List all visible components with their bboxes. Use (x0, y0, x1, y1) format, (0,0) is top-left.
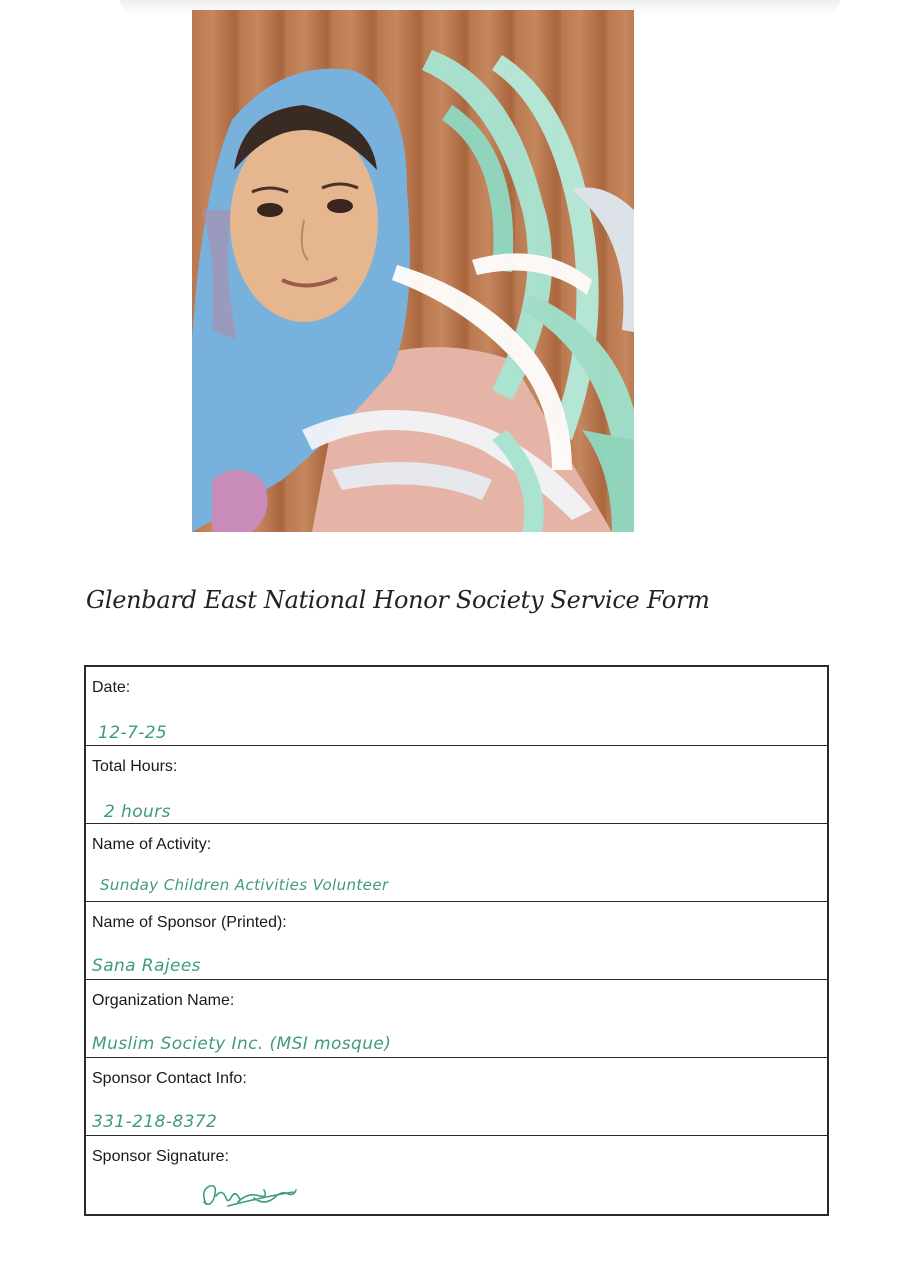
photo-illustration (192, 10, 634, 532)
date-label: Date: (92, 679, 131, 696)
signature-label: Sponsor Signature: (92, 1148, 229, 1165)
organization-label: Organization Name: (92, 992, 235, 1009)
sponsor-name-label: Name of Sponsor (Printed): (92, 914, 287, 931)
contact-label: Sponsor Contact Info: (92, 1070, 247, 1087)
contact-value: 331-218-8372 (92, 1112, 218, 1132)
organization-row (86, 979, 827, 1057)
total-hours-label: Total Hours: (92, 758, 178, 775)
date-row (86, 667, 827, 745)
activity-value: Sunday Children Activities Volunteer (100, 876, 389, 894)
activity-label: Name of Activity: (92, 836, 212, 853)
date-value: 12-7-25 (98, 723, 168, 743)
signature-row (86, 1135, 827, 1214)
sponsor-signature (198, 1176, 298, 1212)
activity-row (86, 823, 827, 901)
contact-row (86, 1057, 827, 1135)
form-title: Glenbard East National Honor Society Service Form (86, 586, 710, 614)
sponsor-name-value: Sana Rajees (92, 956, 201, 976)
total-hours-value: 2 hours (104, 802, 171, 822)
sponsor-name-row (86, 901, 827, 979)
volunteer-photo (192, 10, 634, 532)
organization-value: Muslim Society Inc. (MSI mosque) (92, 1034, 392, 1054)
total-hours-row (86, 745, 827, 823)
service-form-table (84, 665, 829, 1216)
